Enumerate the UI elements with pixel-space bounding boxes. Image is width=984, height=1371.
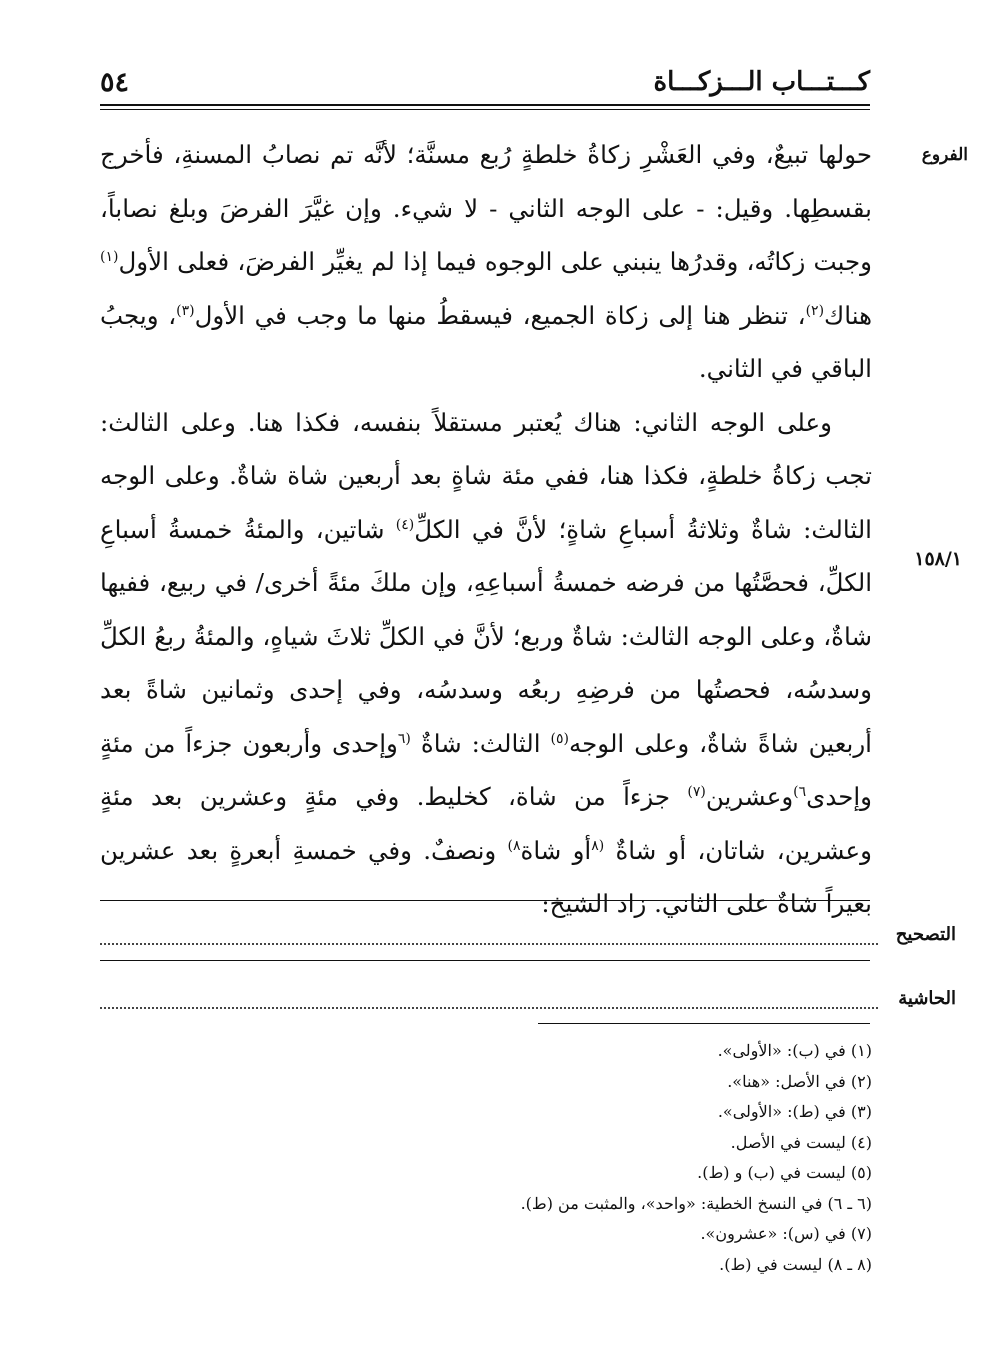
tashih-row — [100, 924, 956, 954]
tashih-label: التصحيح — [895, 924, 956, 945]
running-title: كـــتـــاب الـــزكـــاة — [653, 67, 870, 97]
footnote-item: (٨ ـ ٨) ليست في (ط). — [719, 1254, 872, 1274]
main-text — [100, 128, 872, 931]
hashiya-dotted-line — [100, 1007, 878, 1009]
body-bottom-rule — [100, 900, 870, 901]
footnote-item: (٥) ليست في (ب) و (ط). — [697, 1163, 872, 1182]
margin-section-label: الفروع — [921, 145, 968, 165]
footnote-ref-5: (٥) — [550, 730, 570, 747]
footnote-item: (٤) ليست في الأصل. — [730, 1132, 872, 1152]
footnotes-list — [272, 1036, 872, 1280]
footnote-item: (٦ ـ ٦) في النسخ الخطية: «واحد»، والمثبت من (ط). — [520, 1193, 872, 1213]
page-header — [100, 62, 870, 102]
footnote-ref-3: (٣) — [176, 302, 195, 319]
footnote-ref-1: (١) — [100, 248, 119, 265]
footnote-item: (٣) في (ط): «الأولى». — [717, 1102, 872, 1121]
footnote-ref-6-close: ٦) — [793, 783, 807, 800]
footnote-ref-8-close: ٨) — [507, 837, 521, 854]
tashih-dotted-line — [100, 943, 878, 945]
footnote-item: (١) في (ب): «الأولى». — [717, 1041, 872, 1060]
hashiya-row — [100, 988, 956, 1018]
footnote-ref-7: (٧) — [687, 783, 706, 800]
tashih-rule — [100, 960, 870, 961]
paragraph-1: حولها تبيعٌ، وفي العَشْرِ زكاةُ خلطةٍ رُبع مسنَّة؛ لأنَّه تم نصابُ المسنةِ، فأخرج بقسطِها. وقيل: - على الوجه الثاني - لا شيء. وإن غيَّرَ الفرضَ وبلغ نصاباً، وجبت زكاتُه، وقدرُها ينبني على الوجوه فيما إذا لم يغيِّر الفرضَ، فعلى الأول$^{(١)}$ هناك$^{(٢)}$، تنظر هنا إلى زكاة الجميع، فيسقطُ منها ما وجب في الأول$^{(٣)}$، ويجبُ الباقي في الثاني. — [100, 140, 873, 383]
margin-folio-ref: ١٥٨/١ — [914, 548, 962, 570]
page-number: ٥٤ — [100, 66, 130, 98]
paragraph-2: وعلى الوجه الثاني: هناك يُعتبر مستقلاً بنفسه، فكذا هنا. وعلى الثالث: تجب زكاةُ خلطةٍ، فكذا هنا، ففي مئة شاةٍ بعد أربعين شاة شاةٌ. وعلى الوجه الثالث: شاةٌ وثلاثةُ أسباعِ شاةٍ؛ لأنَّ في الكلِّ$^{(٤)}$ شاتين، والمئةُ خمسةُ أسباعِ الكلِّ، فحصَّتُها من فرضه خمسةُ أسباعِهِ، وإن ملكَ مئةً أخرى/ في ربيع، ففيها شاةٌ، وعلى الوجه الثالث: شاةٌ وربع؛ لأنَّ في الكلِّ ثلاثَ شياهٍ، والمئةُ ربعُ الكلِّ وسدسُه، فحصتُها من فرضِهِ ربعُه وسدسُه، وفي إحدى وثمانين شاةً بعد أربعين شاةً شاةٌ، وعلى الوجه$^{(٥)}$ الثالث: شاةٌ $^{(٦}$وإحدى وأربعون جزءاً من مئةٍ وإحدى$^{٦)}$وعشرين$^{(٧)}$ جزءاً من شاة، كخليط. وفي مئةٍ وعشرين بعد مئةٍ وعشرين، شاتان، أو شاةٌ $^{(٨}$أو شاة$^{٨)}$ ونصفٌ. وفي خمسةِ أبعرةٍ بعد عشرين بعيراً شاةٌ على الثاني. زاد الشيخ: — [100, 407, 873, 918]
footnote-item: (٢) في الأصل: «هنا». — [727, 1071, 872, 1091]
header-rule — [100, 104, 870, 110]
footnote-ref-6-open: (٦ — [397, 730, 411, 747]
hashiya-label: الحاشية — [898, 988, 956, 1009]
footnotes-separator — [538, 1023, 870, 1024]
footnote-ref-2: (٢) — [805, 302, 825, 319]
footnote-item: (٧) في (س): «عشرون». — [700, 1224, 872, 1243]
footnote-ref-8-open: (٨ — [591, 837, 605, 854]
footnote-ref-4: (٤) — [395, 516, 415, 533]
